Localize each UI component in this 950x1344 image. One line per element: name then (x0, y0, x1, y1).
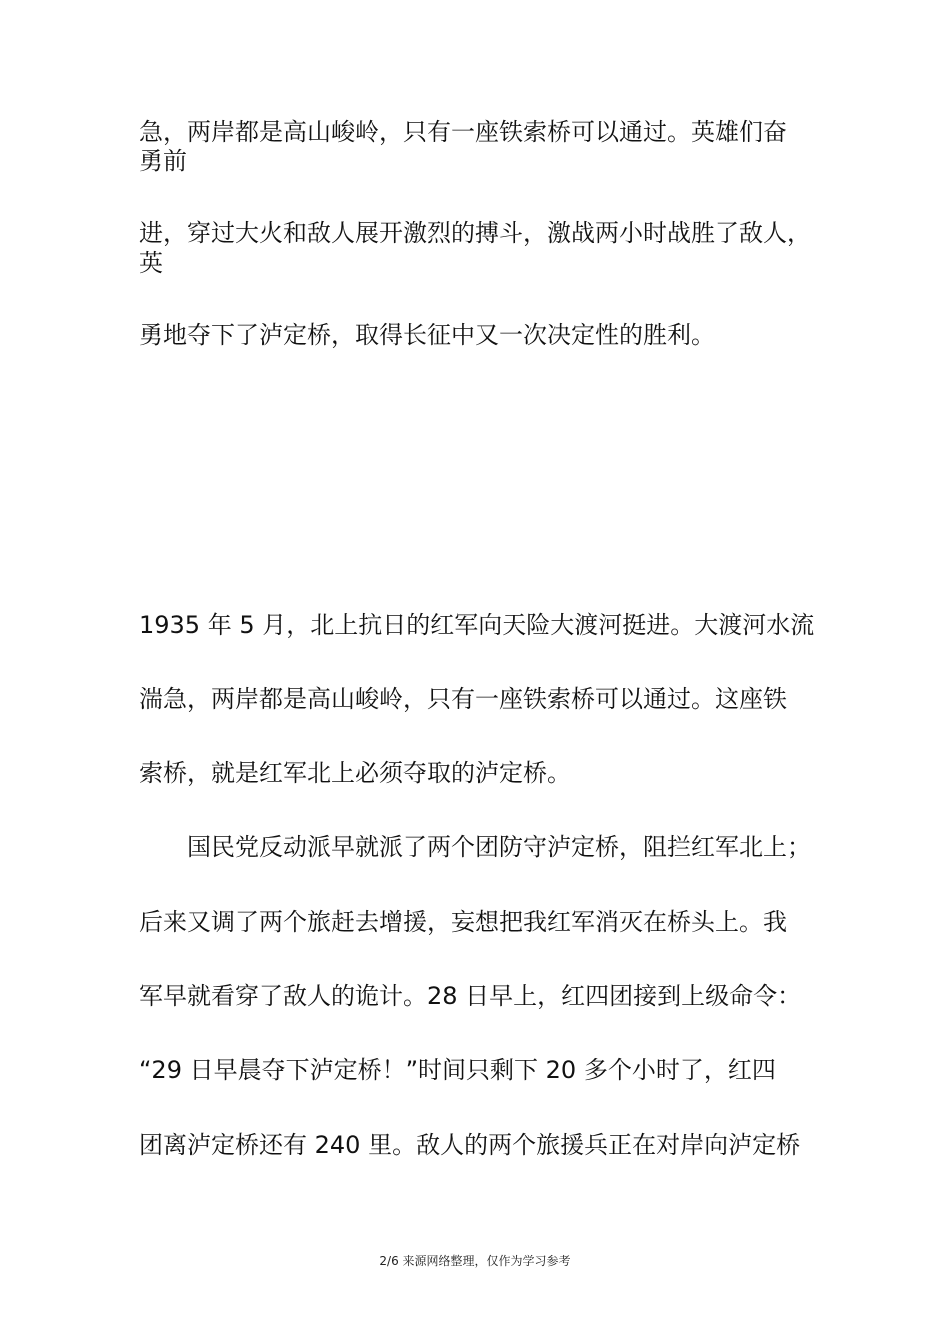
body-line-3: 索桥，就是红军北上必须夺取的泸定桥。 (139, 759, 571, 787)
fragment-line-4: 英 (139, 249, 163, 277)
body-line-6: 军早就看穿了敌人的诡计。28 日早上，红四团接到上级命令： (139, 982, 802, 1010)
body-line-2: 湍急，两岸都是高山峻岭，只有一座铁索桥可以通过。这座铁 (139, 685, 787, 713)
fragment-line-3: 进，穿过大火和敌人展开激烈的搏斗，激战两小时战胜了敌人， (139, 219, 811, 247)
body-line-1: 1935 年 5 月，北上抗日的红军向天险大渡河挺进。大渡河水流 (139, 611, 815, 639)
body-line-7: “29 日早晨夺下泸定桥！”时间只剩下 20 多个小时了，红四 (139, 1056, 776, 1084)
body-line-5: 后来又调了两个旅赶去增援，妄想把我红军消灭在桥头上。我 (139, 908, 787, 936)
body-line-8: 团离泸定桥还有 240 里。敌人的两个旅援兵正在对岸向泸定桥 (139, 1131, 801, 1159)
fragment-line-2: 勇前 (139, 147, 187, 175)
fragment-line-1: 急，两岸都是高山峻岭，只有一座铁索桥可以通过。英雄们奋 (139, 118, 787, 146)
fragment-line-5: 勇地夺下了泸定桥，取得长征中又一次决定性的胜利。 (139, 321, 715, 349)
page-footer: 2/6 来源网络整理，仅作为学习参考 (379, 1254, 571, 1268)
body-line-4: 国民党反动派早就派了两个团防守泸定桥，阻拦红军北上； (187, 833, 811, 861)
